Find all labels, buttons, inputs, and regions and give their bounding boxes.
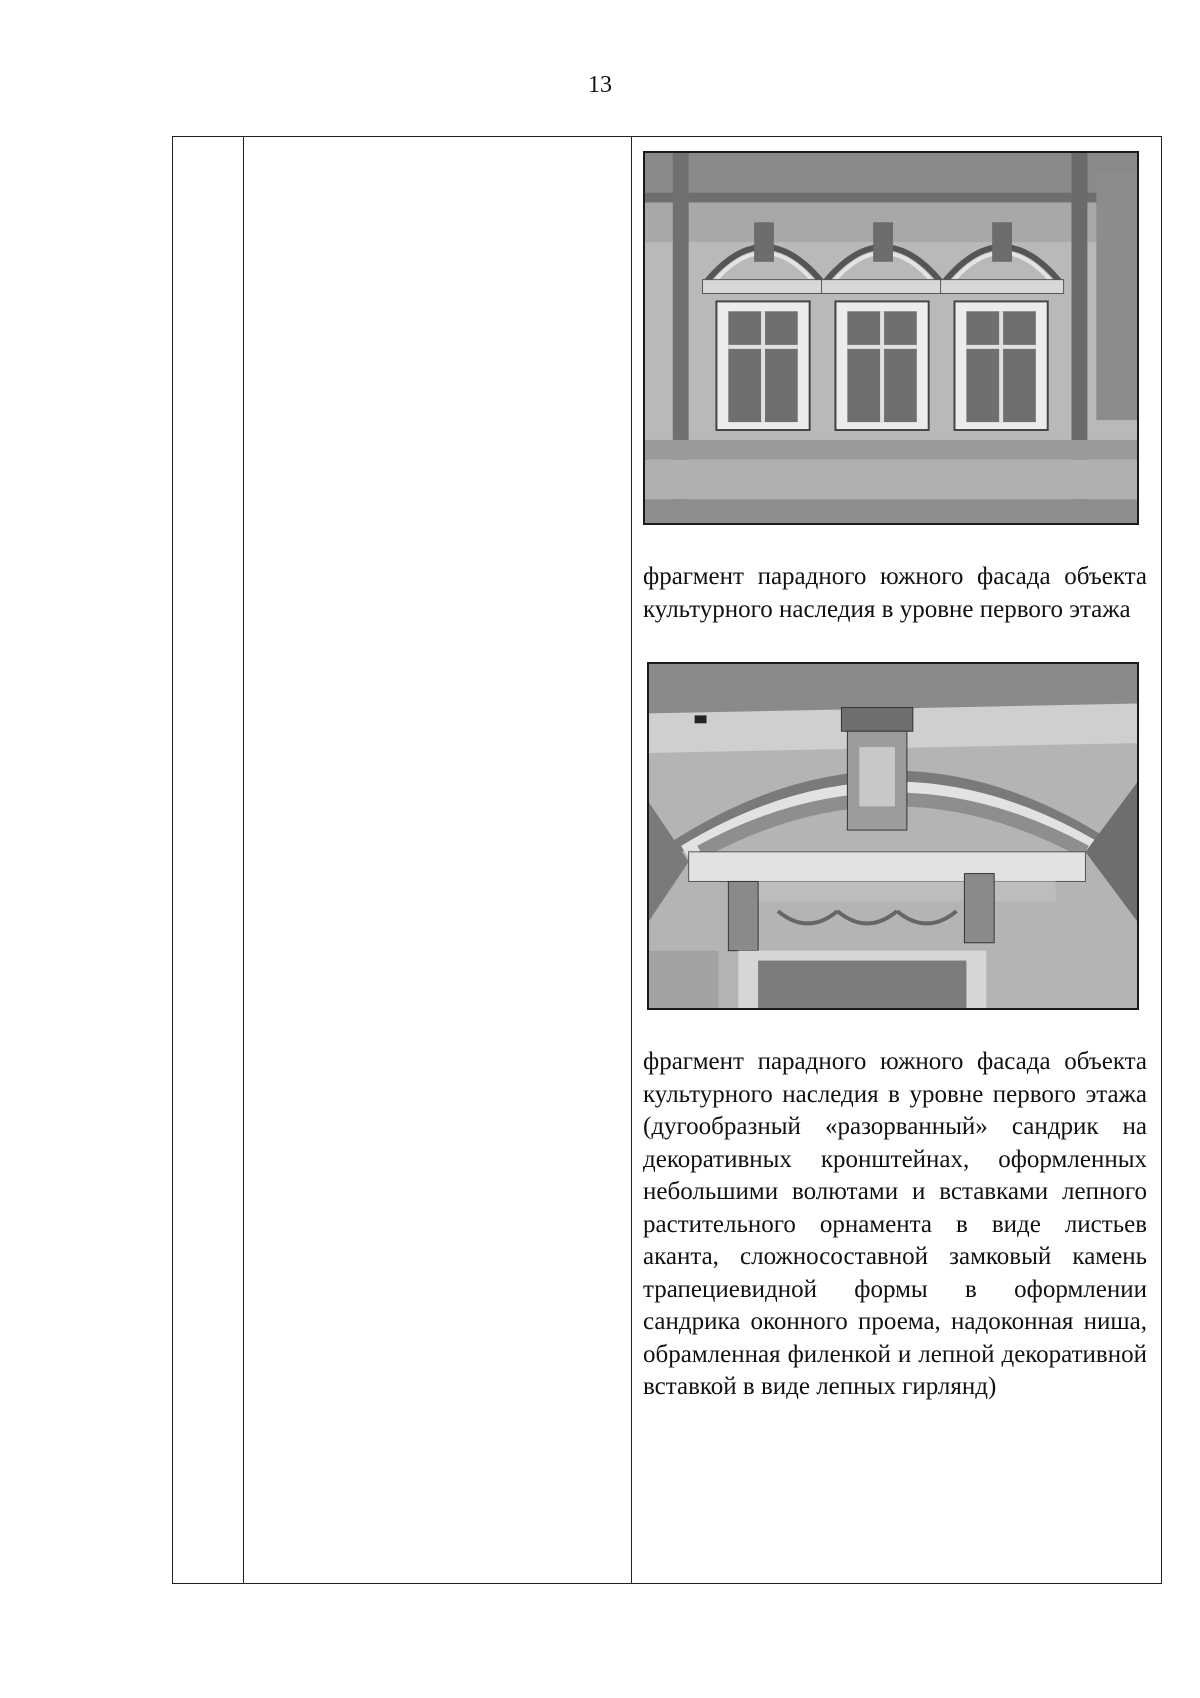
photo-caption-2: фрагмент парадного южного фасада объекта культурного наследия в уровне первого этажа (дугообразный «разорванный» сандрик на декоративных кронштейнах, оформленных небольшими волютами и вставками лепного растительного орнамента в виде листьев аканта, сложносоставной замковый камень трапециевидной формы в оформлении сандрика оконного проема, надоконная ниша, обрамленная филенкой и лепной декоративной вставкой в виде лепных гирлянд) [643,1048,1147,1400]
window-sandrik-detail-photo [647,662,1139,1010]
photo-caption-1: фрагмент парадного южного фасада объекта культурного наследия в уровне первого этажа [643,563,1147,623]
column-divider-2 [631,137,632,1583]
photo-cell [643,151,1147,1404]
page-number: 13 [588,72,612,98]
facade-windows-photo [643,151,1139,525]
column-divider-1 [243,137,244,1583]
document-table [172,136,1162,1584]
